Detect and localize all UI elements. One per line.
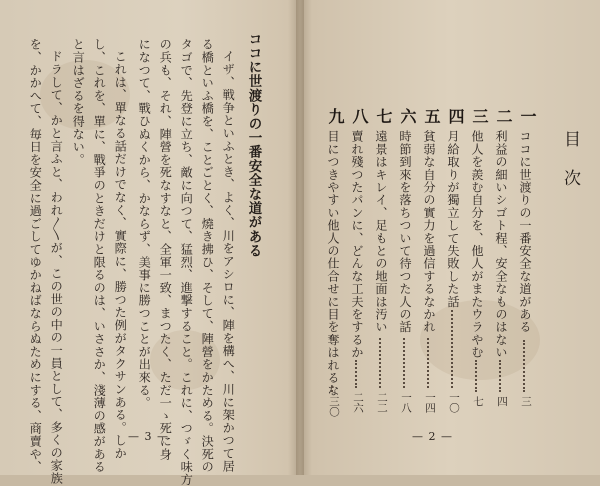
toc-entry-title: ココに世渡りの一番安全な道がある xyxy=(518,130,532,334)
toc-entry-page: 七 xyxy=(472,396,484,407)
toc-leader xyxy=(523,340,527,392)
toc-entry-page: 三〇 xyxy=(328,396,340,417)
toc-numeral: 七 xyxy=(374,108,393,124)
toc-entry-page: 二六 xyxy=(352,392,364,413)
toc-numeral: 四 xyxy=(446,108,465,124)
toc-entry-title: 賣れ殘つたパンに、どんな工夫をするか xyxy=(350,130,364,359)
toc-leader xyxy=(451,310,455,388)
toc-entry-title: 時節到來を落ちついて待つた人の話 xyxy=(398,130,412,334)
toc-entry-page: 二二 xyxy=(376,392,388,413)
toc-entry-page: 三 xyxy=(520,396,532,407)
toc-numeral: 一 xyxy=(518,108,537,124)
toc-entry-title: 他人を羨む自分を、他人がまたウラやむ xyxy=(470,130,484,359)
toc-numeral: 九 xyxy=(326,108,345,124)
toc-leader xyxy=(331,386,335,392)
toc-entry-title: 月給取りが獨立して失敗した話 xyxy=(446,130,460,308)
body-column: し、これを、單に、戰爭のときだけと限るのは、いささか、淺薄の感がある xyxy=(92,38,107,474)
toc-entry-title: 目につきやすい他人の仕合せに目を奪はれるな xyxy=(326,130,340,397)
toc-entry-page: 一八 xyxy=(400,392,412,413)
page-number-left: — 3 — xyxy=(128,430,169,443)
body-column: これは、單なる話だけでなく、實際に、勝つた例がタクサンある。しか xyxy=(113,50,128,460)
toc-leader xyxy=(475,360,479,392)
toc-leader xyxy=(355,360,359,388)
toc-entry-title: 貧弱な自分の實力を過信するなかれ xyxy=(422,130,436,334)
body-column: ドラして、かと言ふと、われ〳〵が、この世の中の一員として、多くの家族 xyxy=(49,50,64,485)
toc-entry-title: 利益の細いシゴト程、安全なものはない xyxy=(494,130,508,359)
toc-numeral: 六 xyxy=(398,108,417,124)
body-column: になつて、戰ひぬくから、かならず、美事に勝つことが出來る。 xyxy=(137,38,152,410)
body-column: イザ、戦争といふとき、よく、川をアシロに、陣を構へ、川に架かつて居 xyxy=(221,50,236,473)
toc-entry-title: 遠景はキレイ、足もとの地面は汚い xyxy=(374,130,388,334)
toc-numeral: 五 xyxy=(422,108,441,124)
page-number-right: — 2 — xyxy=(412,430,453,443)
toc-heading: 目次 xyxy=(560,130,580,208)
body-column: の兵も、それ、陣營を死なすなと、全軍一致、まつたく、ただ一ゝ死に身 xyxy=(158,38,173,461)
body-column: る橋といふ橋を、ことごとく、燒き拂ひ、そして、陣營をかためる。決死の xyxy=(200,38,215,474)
toc-leader xyxy=(427,338,431,388)
toc-numeral: 八 xyxy=(350,108,369,124)
toc-numeral: 三 xyxy=(470,108,489,124)
toc-entry-page: 一四 xyxy=(424,392,436,413)
toc-numeral: 二 xyxy=(494,108,513,124)
body-column: を、かかへて、毎日を安全に過ごしてゆかねばならぬためにする、商賣や、 xyxy=(28,38,43,474)
body-column: タゴで、先登に立ち、敵に向つて、猛烈、進撃すること。これに、つゞく味方 xyxy=(179,38,194,486)
body-column: と言はざるを得ない。 xyxy=(71,38,86,166)
toc-entry-page: 一〇 xyxy=(448,392,460,413)
toc-leader xyxy=(379,338,383,388)
toc-leader xyxy=(403,338,407,388)
right-page xyxy=(302,0,600,475)
left-page xyxy=(0,0,298,486)
chapter-title: ココに世渡りの一番安全な道がある xyxy=(245,32,262,258)
toc-leader xyxy=(499,360,503,392)
toc-entry-page: 四 xyxy=(496,396,508,407)
